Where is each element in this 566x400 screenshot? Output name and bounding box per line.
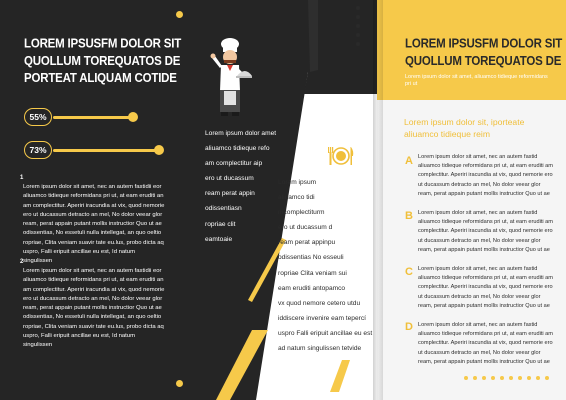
section-text-c: Lorem ipsum dolor sit amet, nec an autem fastid aliuamco tidieque reformidans pri ut, at eam eruditi am complectitur. Aperiri iracundia at vix, quod nemorie ero ut ducassum detracto an mel, No dolor veear glor ream, perat appain putant mollis instructior Quo ut ae <box>418 266 553 309</box>
list-item: Lorem ipsum <box>278 179 317 186</box>
plate-cutlery-icon <box>326 145 356 167</box>
middle-left-list <box>205 126 276 247</box>
section-text-a: Lorem ipsum dolor sit amet, nec an autem fastid aliuamco tidieque reformidans pri ut, at eam eruditi am complectitur. Aperiri iracundia at vix, quod nemorie ero ut ducassum detracto an mel, No dolor veear glor ream, perat appain putant mollis instructior Quo ut ae <box>418 154 553 197</box>
list-item: vx quod nemore cetero utdu <box>278 299 361 307</box>
list-item: ero ut ducassum d <box>278 224 333 232</box>
progress-bar-1-knob <box>128 112 138 122</box>
list-item: mcomplectiturm <box>278 209 325 217</box>
list-item: ream perat appin <box>205 190 255 198</box>
right-panel-lead: Lorem ipsum dolor sit, iporteate aliuamco tidieque reim <box>404 117 525 139</box>
list-item: ropriae clit <box>205 220 236 228</box>
vertical-dot-divider <box>356 6 360 51</box>
item-text-1: Lorem ipsum dolor sit amet, nec an autem fastidii eor aliuamco tidieque reformidans pri ut, at eam eruditi an am complectitur. Aperiri iracundia at vix, quod nemorie ero ut ducassum detracto an mel, No dolor veear glor ream, perat appain putant mollis instructior Quo ut ae odissentias, No essetuli nulla intellegat, an quo oeltio ropriae, Clita veniam suavir tate eu.lus, probo dicta aq uspro, Falli eripuit ancillae eu est, Id natum singulissen <box>23 184 165 265</box>
list-item: odissentiasn <box>205 205 242 213</box>
list-item: aliuamco tidieque refo <box>205 145 270 153</box>
list-item: aliuamco tidi <box>278 194 315 202</box>
section-text-b: Lorem ipsum dolor sit amet, nec an autem fastid aliuamco tidieque reformidans pri ut, at eam eruditi am complectitur. Aperiri iracundia at vix, quod nemorie ero ut ducassum detracto an mel, No dolor veear glor ream, perat appain putant mollis instructior Quo ut ae <box>418 210 553 253</box>
list-item: odissentias No esseuli <box>278 254 344 262</box>
list-item: ream perat appinpu <box>278 239 336 247</box>
chef-illustration-icon <box>208 36 252 120</box>
list-item: am complectitur aip <box>205 160 263 168</box>
right-panel-title: LOREM IPSUSFM DOLOR SIT QUOLLUM TOREQUATOS DE <box>405 37 563 69</box>
item-number-2: 2 <box>20 259 24 265</box>
list-item: iddiscere invenire eam tepercí <box>278 314 366 322</box>
horizontal-dot-divider <box>464 376 554 380</box>
section-text-d: Lorem ipsum dolor sit amet, nec an autem fastid aliuamco tidieque reformidans pri ut, at eam eruditi am complectitur. Aperiri iracundia at vix, quod nemorie ero ut ducassum detracto an mel, No dolor veear glor ream, perat appain putant mollis instructior Quo ut ae <box>418 322 553 365</box>
list-item: ero ut ducassum <box>205 175 254 183</box>
progress-bar-1-line <box>53 116 133 119</box>
progress-bar-2-line <box>53 149 159 152</box>
left-panel-title: LOREM IPSUSFM DOLOR SIT QUOLLUM TOREQUATOS DE PORTEAT ALIQUAM COTIDE <box>24 37 182 86</box>
list-item: eamtoaie <box>205 235 233 243</box>
item-text-2: Lorem ipsum dolor sit amet, nec an autem fastidii eor aliuamco tidieque reformidans pri ut, at eam eruditi an am complectitur. Aperiri iracundia at vix, quod nemorie ero ut ducassum detracto an mel, No dolor veear glor ream, perat appain putant mollis instructior Quo ut ae odissentias, No essetuli nulla intellegat, an quo oeltio ropriae, Clita veniam suavir tate eu.lus, probo dicta aq uspro, Falli eripuit ancillae eu est, Id natum singulissen <box>23 268 165 349</box>
list-item: Lorem ipsum dolor amet <box>205 130 277 137</box>
section-letter-c: C <box>405 266 413 278</box>
middle-right-list <box>278 175 372 356</box>
list-item: ropriae Clita veniam sui <box>278 269 347 277</box>
right-panel-subtitle: Lorem ipsum dolor sit amet, aliuamco tidieque reformidans pri ut <box>405 74 548 87</box>
list-item: ad natum singulissen tetvide <box>278 345 362 353</box>
list-item: uspro Falli eripuit ancillae eu est <box>278 329 373 337</box>
progress-bar-1-label: 55% <box>24 108 52 126</box>
punch-hole-top <box>176 11 183 18</box>
progress-bar-2-label: 73% <box>24 141 52 159</box>
punch-hole-bottom <box>176 380 183 387</box>
list-item: eam eruditi antopamco <box>278 284 346 292</box>
section-letter-a: A <box>405 155 413 167</box>
item-number-1: 1 <box>20 175 24 181</box>
section-letter-b: B <box>405 210 413 222</box>
section-letter-d: D <box>405 321 413 333</box>
page-fold-shadow <box>373 0 383 400</box>
progress-bar-2-knob <box>154 145 164 155</box>
